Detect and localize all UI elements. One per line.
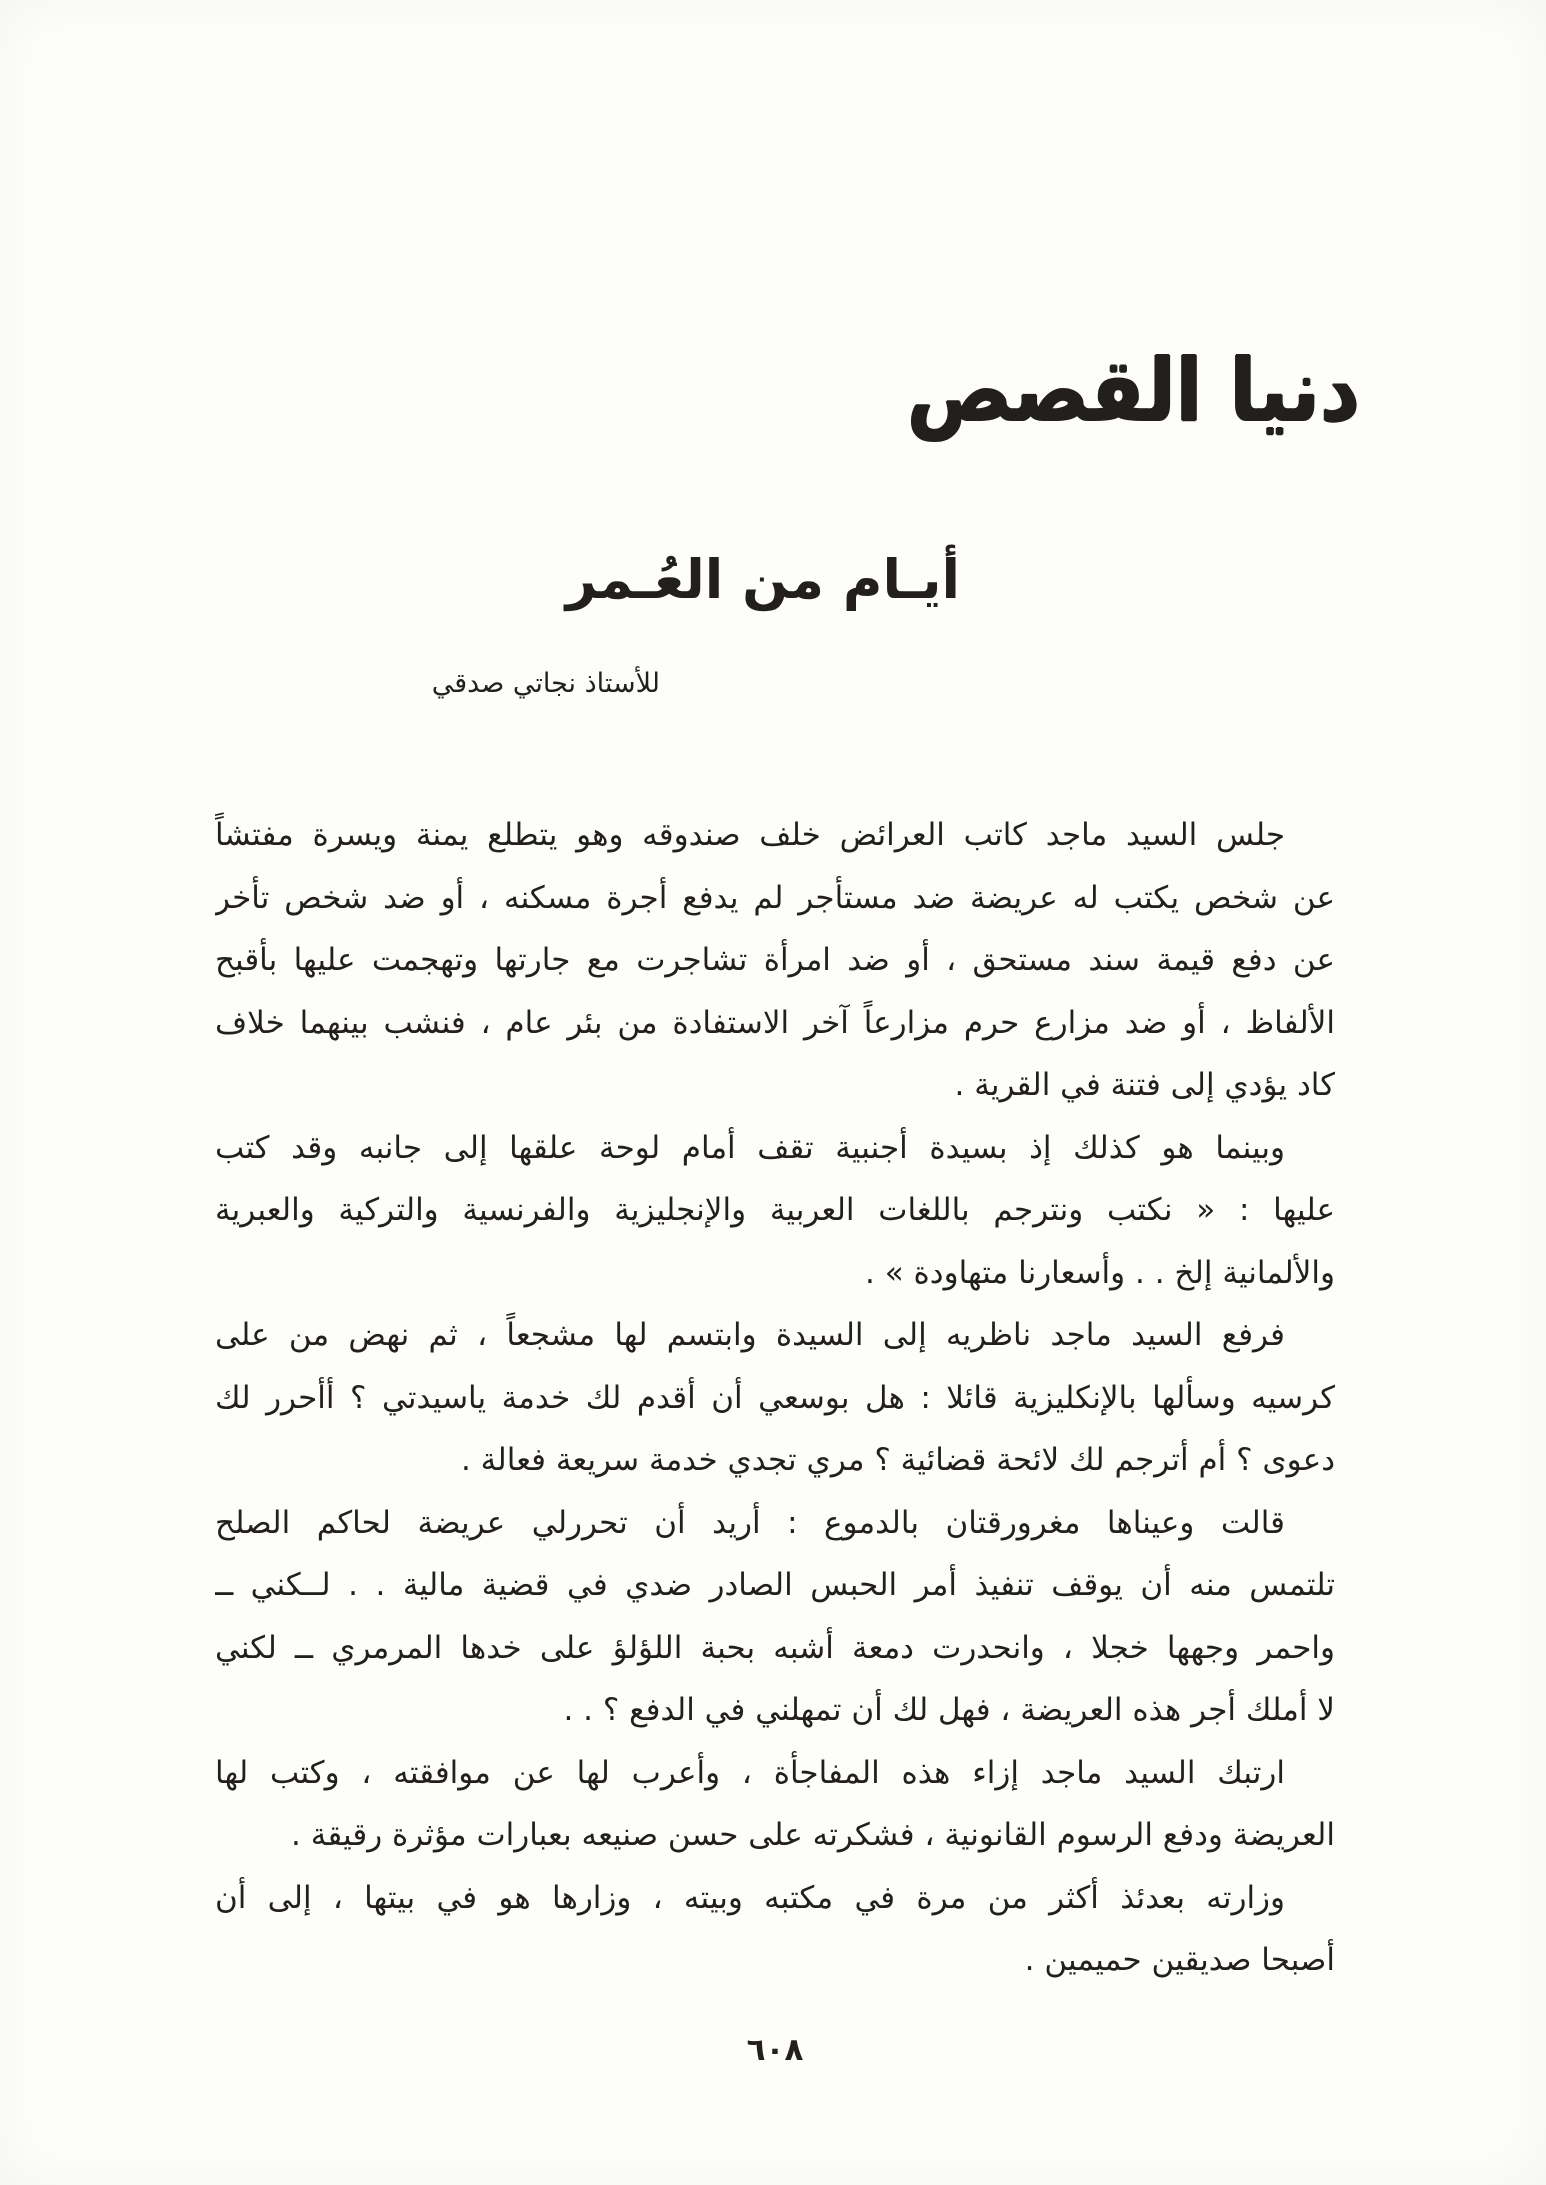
body-text-line: فرفع السيد ماجد ناظريه إلى السيدة وابتسم لها مشجعاً ، ثم نهض من على xyxy=(215,1317,1285,1353)
story-body xyxy=(215,804,1335,1992)
body-text-line: كاد يؤدي إلى فتنة في القرية . xyxy=(954,1067,1335,1103)
page-number: ٦٠٨ xyxy=(746,2032,804,2068)
body-text-line: أصبحا صديقين حميمين . xyxy=(1024,1942,1335,1978)
body-text-line: عليها : « نكتب ونترجم باللغات العربية والإنجليزية والفرنسية والتركية والعبرية xyxy=(215,1192,1335,1228)
body-text-line: واحمر وجهها خجلا ، وانحدرت دمعة أشبه بحبة اللؤلؤ على خدها المرمري ــ لكني xyxy=(215,1629,1335,1666)
story-title: أيـام من العُـمر xyxy=(565,548,960,611)
author-byline: للأستاذ نجاتي صدقي xyxy=(431,668,660,699)
body-text-line: ارتبك السيد ماجد إزاء هذه المفاجأة ، وأعرب لها عن موافقته ، وكتب لها xyxy=(215,1754,1285,1791)
body-text-line: دعوى ؟ أم أترجم لك لائحة قضائية ؟ مري تجدي خدمة سريعة فعالة . xyxy=(460,1442,1335,1478)
body-text-line: كرسيه وسألها بالإنكليزية قائلا : هل بوسعي أن أقدم لك خدمة ياسيدتي ؟ أأحرر لك xyxy=(215,1379,1335,1416)
body-text-line: عن شخص يكتب له عريضة ضد مستأجر لم يدفع أجرة مسكنه ، أو ضد شخص تأخر xyxy=(215,879,1335,916)
body-text-line: وزارته بعدئذ أكثر من مرة في مكتبه وبيته ، وزارها هو في بيتها ، إلى أن xyxy=(215,1879,1285,1916)
body-text-line: لا أملك أجر هذه العريضة ، فهل لك أن تمهلني في الدفع ؟ . . xyxy=(563,1692,1335,1728)
body-text-line: قالت وعيناها مغرورقتان بالدموع : أريد أن تحررلي عريضة لحاكم الصلح xyxy=(215,1504,1285,1541)
body-text-line: جلس السيد ماجد كاتب العرائض خلف صندوقه وهو يتطلع يمنة ويسرة مفتشاً xyxy=(215,817,1285,853)
body-text-line: عن دفع قيمة سند مستحق ، أو ضد امرأة تشاجرت مع جارتها وتهجمت عليها بأقبح xyxy=(215,942,1335,978)
body-text-line: الألفاظ ، أو ضد مزارع حرم مزارعاً آخر الاستفادة من بئر عام ، فنشب بينهما خلاف xyxy=(215,1004,1335,1041)
body-text-line: تلتمس منه أن يوقف تنفيذ أمر الحبس الصادر ضدي في قضية مالية . . لــكني ــ xyxy=(215,1567,1335,1603)
body-text-line: والألمانية إلخ . . وأسعارنا متهاودة » . xyxy=(865,1254,1335,1291)
body-text-line: وبينما هو كذلك إذ بسيدة أجنبية تقف أمام لوحة علقها إلى جانبه وقد كتب xyxy=(215,1129,1285,1166)
magazine-masthead-calligraphy: دنيا القصص xyxy=(906,342,1360,441)
body-text-line: العريضة ودفع الرسوم القانونية ، فشكرته على حسن صنيعه بعبارات مؤثرة رقيقة . xyxy=(291,1817,1335,1853)
